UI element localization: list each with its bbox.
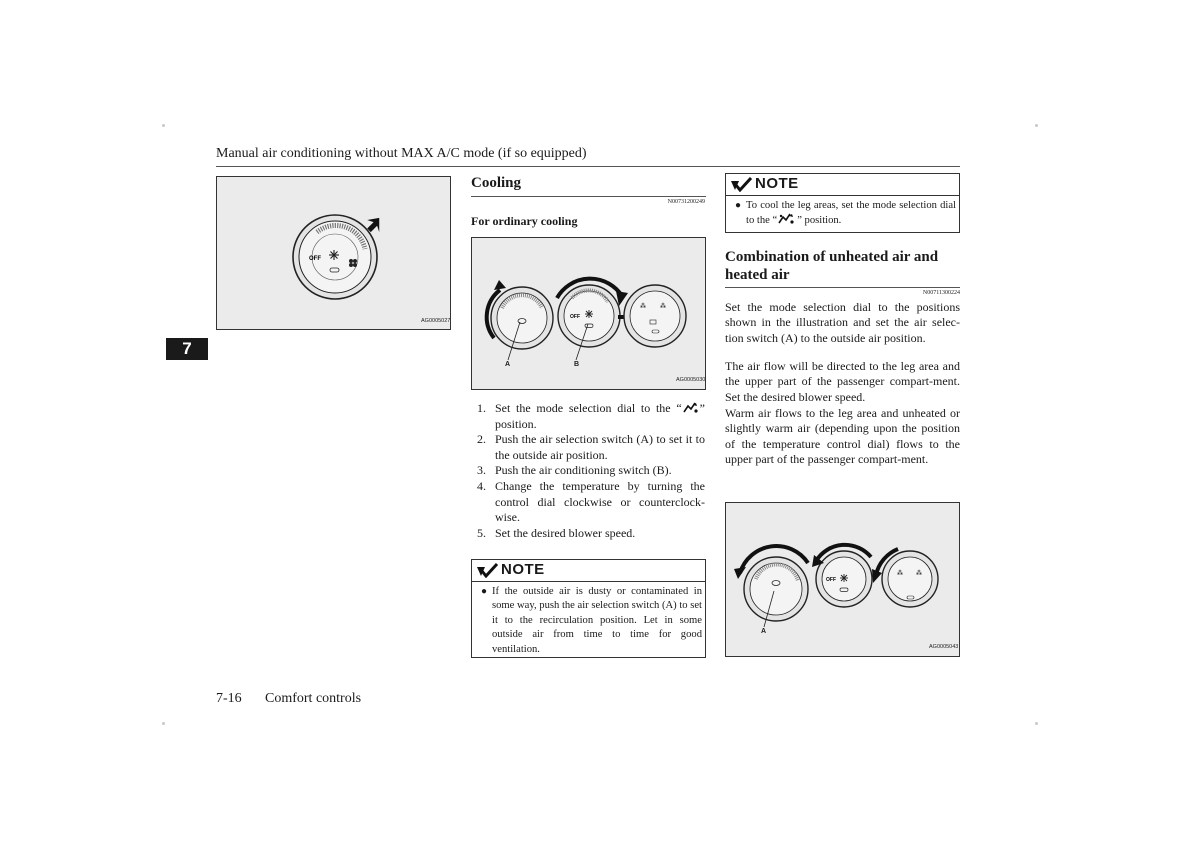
paragraph: Warm air flows to the leg area and unheated or slightly warm air (depending upon the position of the temperature control dial) flows to the upper part of the passenger compart-ment. — [725, 406, 960, 467]
mode-foot-face-icon — [682, 402, 700, 414]
crop-mark — [162, 722, 165, 725]
figure-combination-dials — [725, 502, 960, 657]
mode-foot-face-icon — [777, 213, 797, 225]
figure-label-a: A — [761, 628, 767, 635]
figure-code: AG0005027 — [421, 318, 451, 324]
svg-text:⁂: ⁂ — [640, 304, 646, 310]
page-number: 7-16 — [216, 691, 242, 706]
note-box — [725, 173, 960, 233]
step-item: 1. Set the mode selection dial to the “ ” position. — [477, 401, 705, 431]
crop-mark — [162, 124, 165, 127]
note-box — [471, 559, 706, 658]
step-item: 4. Change the temperature by turning the control dial clockwise or counterclock-wise. — [477, 478, 705, 525]
figure-label-b: B — [574, 361, 580, 368]
doc-code: N00731200249 — [667, 199, 705, 205]
section-title-cooling: Cooling — [471, 175, 522, 191]
step-item: 5. Set the desired blower speed. — [477, 525, 636, 540]
crop-mark — [1035, 124, 1038, 127]
svg-text:OFF: OFF — [826, 577, 836, 583]
bullet-icon: ● — [481, 586, 488, 597]
figure-control-dial — [216, 176, 451, 330]
chapter-tab: 7 — [166, 338, 208, 360]
svg-text:⁂: ⁂ — [916, 571, 922, 577]
subhead-ordinary-cooling: For ordinary cooling — [471, 214, 578, 228]
page-header-title: Manual air conditioning without MAX A/C mode (if so equipped) — [216, 146, 587, 161]
note-check-icon — [476, 563, 498, 578]
cooling-dials-illustration — [472, 238, 707, 391]
section-title-combination: Combination of unheated air and heated air — [725, 249, 939, 283]
note-header — [472, 560, 705, 582]
figure-code: AG0005030 — [676, 377, 706, 383]
doc-code: N00711300224 — [922, 290, 960, 296]
step-item: 3. Push the air conditioning switch (B). — [477, 463, 672, 478]
note-check-icon — [730, 177, 752, 192]
figure-label-a: A — [505, 361, 511, 368]
section-rule — [725, 287, 960, 288]
cooling-steps — [477, 401, 705, 541]
section-rule — [471, 196, 706, 197]
svg-text:⁂: ⁂ — [897, 571, 903, 577]
figure-cooling-dials — [471, 237, 706, 390]
svg-text:OFF: OFF — [309, 256, 321, 262]
figure-code: AG0005043 — [929, 644, 959, 650]
bullet-icon: ● — [735, 200, 742, 211]
note-label: NOTE — [501, 561, 545, 578]
step-item: 2. Push the air selection switch (A) to set it to the outside air position. — [477, 432, 705, 462]
note-body: ● If the outside air is dusty or contaminated in some way, push the air selection switch (A) to set it to the recirculation position. Let in some outside air from time to time for good ventilation. — [481, 586, 702, 655]
note-label: NOTE — [755, 175, 799, 192]
note-header — [726, 174, 959, 196]
svg-text:OFF: OFF — [570, 314, 580, 320]
header-rule — [216, 166, 960, 167]
footer-section-name: Comfort controls — [265, 691, 362, 706]
svg-text:⁂: ⁂ — [660, 304, 666, 310]
control-dial-illustration — [217, 177, 452, 331]
crop-mark — [1035, 722, 1038, 725]
note-body: ● To cool the leg areas, set the mode selection dial to the “ ” position. — [735, 200, 956, 227]
paragraph: Set the mode selection dial to the positions shown in the illustration and set the air selec-tion switch (A) to the outside air position. — [725, 300, 960, 345]
paragraph: The air flow will be directed to the leg area and the upper part of the passenger compart-ment. Set the desired blower speed. — [725, 359, 960, 404]
